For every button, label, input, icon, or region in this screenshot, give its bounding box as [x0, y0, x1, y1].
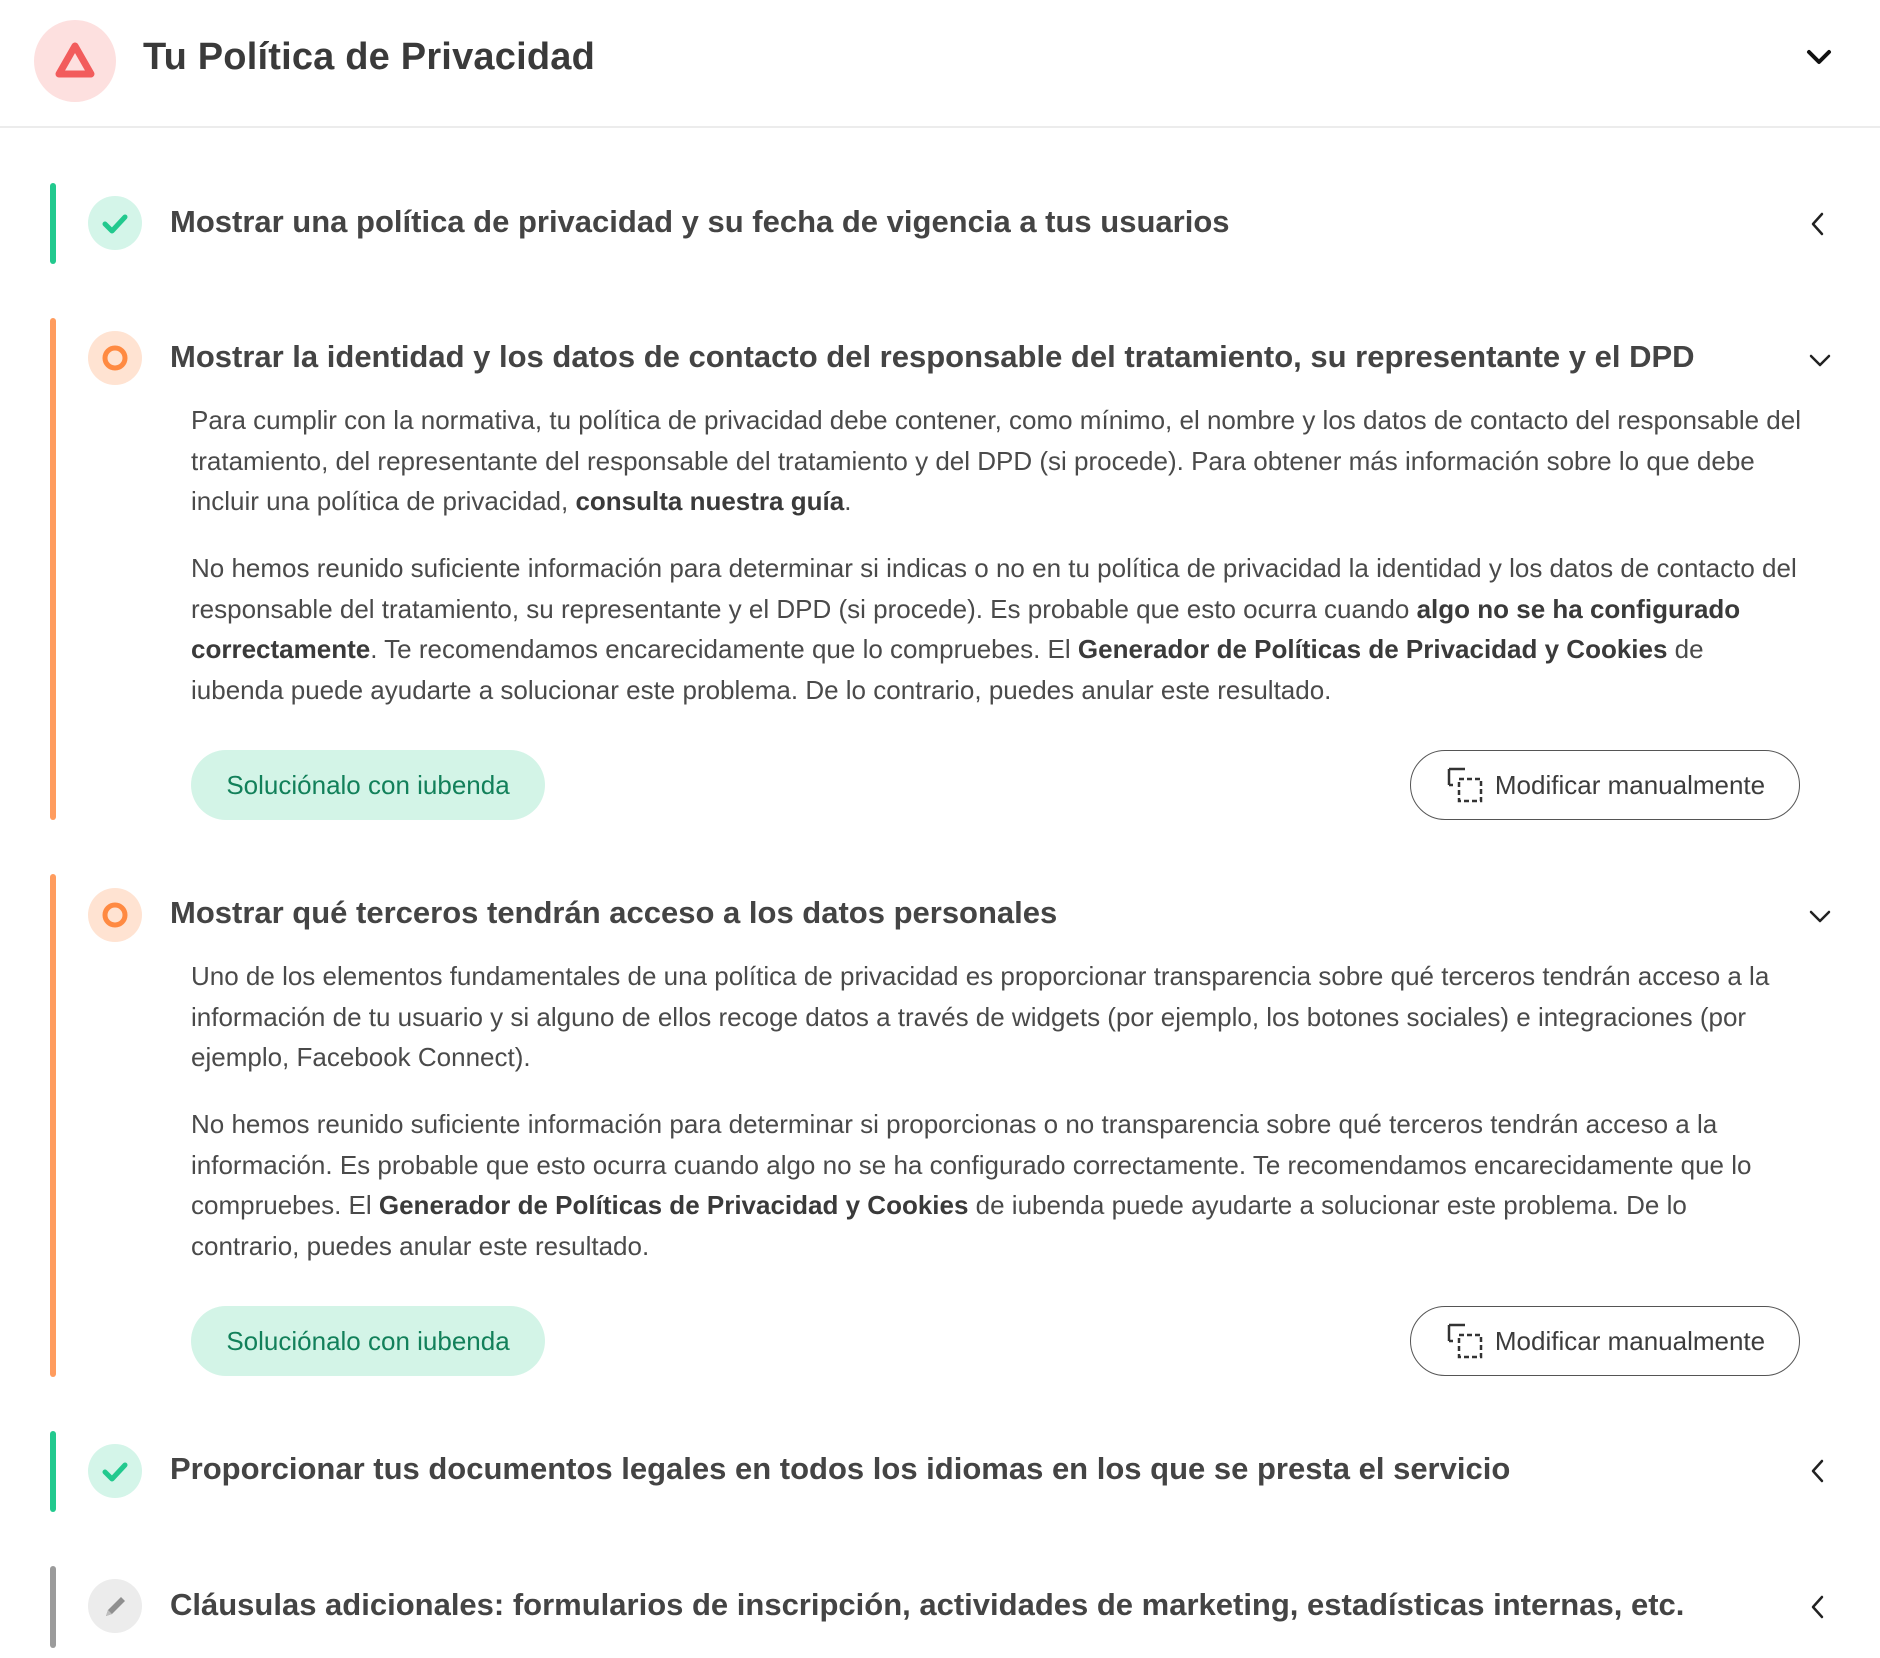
- text: de iubenda puede ayudarte a solucionar este problema. De lo contrario, puedes anular este resultado.: [191, 634, 1704, 705]
- status-bar: [50, 1431, 56, 1512]
- fix-with-iubenda-button[interactable]: Soluciónalo con iubenda: [191, 750, 545, 820]
- button-label: Modificar manualmente: [1494, 769, 1766, 800]
- text: No hemos reunido suficiente información para determinar si indicas o no en tu política de privacidad la identidad y los datos de contacto del responsable del tratamiento, su representante y el DPD (si procede). Es probable que esto ocurra cuando: [191, 553, 1797, 624]
- pencil-icon: [88, 1579, 142, 1633]
- text: Uno de los elementos fundamentales de una política de privacidad es proporcionar transparencia sobre qué terceros tendrán acceso a la información de tu usuario y si alguno de ellos recoge datos a través de widgets (por ejemplo, los botones sociales) e integraciones (por ejemplo, Facebook Connect).: [191, 961, 1770, 1072]
- chevron-down-icon[interactable]: [1804, 48, 1834, 73]
- section-title: Mostrar una política de privacidad y su fecha de vigencia a tus usuarios: [170, 204, 1230, 239]
- chevron-down-icon[interactable]: [1806, 906, 1834, 933]
- button-label: Modificar manualmente: [1494, 1325, 1766, 1356]
- bold-text: algo no se ha configurado correctamente: [191, 593, 1741, 664]
- text: .: [844, 486, 852, 516]
- section-title[interactable]: Mostrar qué terceros tendrán acceso a los datos personales: [170, 895, 1058, 930]
- info-paragraph: [191, 548, 1801, 710]
- bold-text: Generador de Políticas de Privacidad y Cookies: [378, 1190, 969, 1220]
- edit-frame-icon: [1445, 765, 1485, 805]
- text: . Te recomendamos encarecidamente que lo compruebes. El: [370, 634, 1078, 664]
- description-paragraph: [191, 400, 1801, 522]
- section-title[interactable]: Mostrar la identidad y los datos de contacto del responsable del tratamiento, su representante y el DPD: [170, 339, 1695, 374]
- privacy-policy-header[interactable]: [0, 0, 1880, 128]
- warning-triangle-icon: [34, 20, 116, 102]
- description-paragraph: [191, 956, 1801, 1078]
- info-paragraph: [191, 1104, 1801, 1266]
- status-bar: [50, 1566, 56, 1648]
- bold-text: Generador de Políticas de Privacidad y Cookies: [1077, 634, 1668, 664]
- fix-with-iubenda-button[interactable]: Soluciónalo con iubenda: [191, 1306, 545, 1376]
- section-title: Proporcionar tus documentos legales en todos los idiomas en los que se presta el servicio: [170, 1451, 1511, 1486]
- text: Para cumplir con la normativa, tu política de privacidad debe contener, como mínimo, el nombre y los datos de contacto del responsable del tratamiento, del representante del responsable del tratamiento y del DPD (si procede). Para obtener más información sobre lo que debe incluir una política de privacidad,: [191, 405, 1801, 516]
- chevron-down-icon[interactable]: [1806, 350, 1834, 377]
- chevron-left-icon[interactable]: [1806, 210, 1830, 243]
- check-icon: [88, 196, 142, 250]
- status-bar: [50, 874, 56, 1377]
- warning-circle-icon: [88, 888, 142, 942]
- page-title: Tu Política de Privacidad: [143, 36, 595, 78]
- modify-manually-button[interactable]: [1410, 1306, 1800, 1376]
- warning-circle-icon: [88, 331, 142, 385]
- status-bar: [50, 183, 56, 264]
- guide-link[interactable]: consulta nuestra guía: [575, 486, 845, 516]
- text: de iubenda puede ayudarte a solucionar este problema. De lo contrario, puedes anular este resultado.: [191, 1190, 1687, 1261]
- check-icon: [88, 1444, 142, 1498]
- text: No hemos reunido suficiente información para determinar si proporcionas o no transparencia sobre qué terceros tendrán acceso a la información. Es probable que esto ocurra cuando algo no se ha configurado correctamente. Te recomendamos encarecidamente que lo compruebes. El: [191, 1109, 1752, 1220]
- status-bar: [50, 318, 56, 820]
- chevron-left-icon[interactable]: [1806, 1593, 1830, 1626]
- modify-manually-button[interactable]: [1410, 750, 1800, 820]
- chevron-left-icon[interactable]: [1806, 1457, 1830, 1490]
- edit-frame-icon: [1445, 1321, 1485, 1361]
- section-title: Cláusulas adicionales: formularios de inscripción, actividades de marketing, estadísticas internas, etc.: [170, 1587, 1685, 1622]
